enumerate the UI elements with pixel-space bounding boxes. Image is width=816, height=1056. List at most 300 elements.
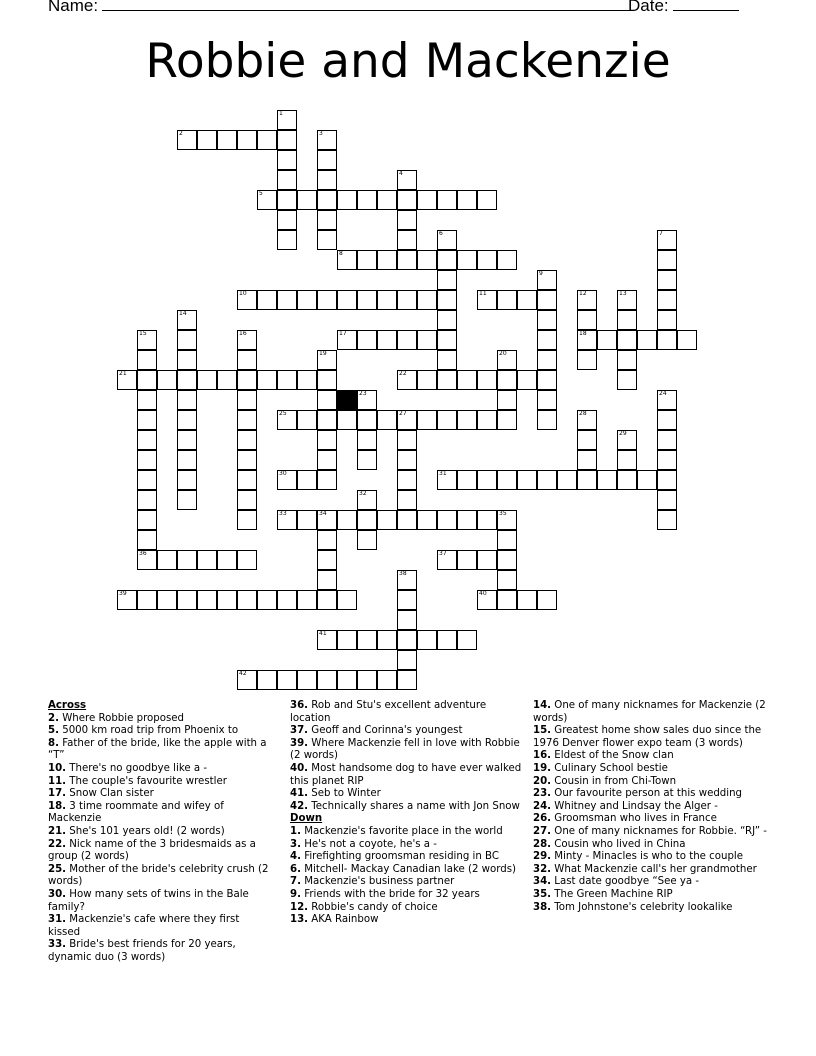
grid-cell[interactable] — [577, 450, 597, 470]
grid-cell[interactable] — [437, 230, 457, 250]
grid-cell[interactable] — [537, 390, 557, 410]
grid-cell[interactable] — [317, 530, 337, 550]
grid-cell[interactable] — [257, 130, 277, 150]
grid-cell[interactable] — [637, 470, 657, 490]
clue-text: Friends with the bride for 32 years — [300, 888, 480, 900]
grid-cell[interactable] — [597, 330, 617, 350]
grid-cell[interactable] — [137, 390, 157, 410]
grid-cell[interactable] — [217, 130, 237, 150]
grid-cell[interactable] — [337, 330, 357, 350]
grid-cell[interactable] — [277, 670, 297, 690]
grid-cell[interactable] — [577, 330, 597, 350]
grid-cell[interactable] — [437, 190, 457, 210]
grid-cell[interactable] — [397, 470, 417, 490]
grid-cell[interactable] — [377, 190, 397, 210]
grid-cell[interactable] — [497, 390, 517, 410]
grid-cell[interactable] — [277, 130, 297, 150]
grid-cell[interactable] — [417, 630, 437, 650]
grid-cell[interactable] — [157, 370, 177, 390]
grid-cell[interactable] — [237, 670, 257, 690]
grid-cell[interactable] — [177, 410, 197, 430]
grid-cell[interactable] — [357, 490, 377, 510]
grid-cell[interactable] — [437, 250, 457, 270]
grid-cell[interactable] — [457, 510, 477, 530]
clue-number: 13 — [619, 290, 627, 297]
grid-cell[interactable] — [197, 130, 217, 150]
grid-cell[interactable] — [517, 470, 537, 490]
grid-cell[interactable] — [537, 470, 557, 490]
grid-cell[interactable] — [477, 290, 497, 310]
grid-cell[interactable] — [657, 290, 677, 310]
clue-number-label: 34. — [533, 876, 552, 888]
grid-cell[interactable] — [157, 590, 177, 610]
grid-cell[interactable] — [477, 190, 497, 210]
grid-cell[interactable] — [617, 310, 637, 330]
grid-cell[interactable] — [237, 450, 257, 470]
grid-cell[interactable] — [357, 410, 377, 430]
grid-cell[interactable] — [137, 350, 157, 370]
grid-cell[interactable] — [537, 270, 557, 290]
grid-cell[interactable] — [117, 590, 137, 610]
clue-text: Where Robbie proposed — [58, 712, 185, 724]
grid-cell[interactable] — [537, 350, 557, 370]
grid-cell[interactable] — [497, 370, 517, 390]
grid-cell[interactable] — [337, 590, 357, 610]
grid-cell[interactable] — [177, 470, 197, 490]
grid-cell[interactable] — [177, 450, 197, 470]
grid-cell[interactable] — [177, 390, 197, 410]
grid-cell[interactable] — [437, 550, 457, 570]
grid-cell[interactable] — [317, 350, 337, 370]
grid-cell[interactable] — [317, 190, 337, 210]
clue-item — [290, 902, 522, 915]
grid-cell[interactable] — [137, 410, 157, 430]
grid-cell[interactable] — [437, 270, 457, 290]
grid-cell[interactable] — [277, 510, 297, 530]
grid-cell[interactable] — [377, 290, 397, 310]
grid-cell[interactable] — [277, 590, 297, 610]
grid-cell[interactable] — [317, 590, 337, 610]
grid-cell[interactable] — [357, 330, 377, 350]
clue-number: 30 — [279, 470, 287, 477]
clue-item — [290, 801, 522, 814]
grid-cell[interactable] — [337, 190, 357, 210]
grid-cell[interactable] — [417, 410, 437, 430]
grid-cell[interactable] — [537, 330, 557, 350]
grid-cell[interactable] — [497, 250, 517, 270]
grid-cell[interactable] — [317, 210, 337, 230]
clue-text: Geoff and Corinna's youngest — [308, 725, 463, 737]
grid-cell[interactable] — [337, 510, 357, 530]
grid-cell[interactable] — [477, 550, 497, 570]
clue-text: Mother of the bride's celebrity crush (2 words) — [48, 863, 269, 888]
grid-cell[interactable] — [217, 370, 237, 390]
grid-cell[interactable] — [357, 630, 377, 650]
grid-cell[interactable] — [297, 510, 317, 530]
clue-number: 40 — [479, 590, 487, 597]
grid-cell[interactable] — [677, 330, 697, 350]
grid-cell[interactable] — [177, 330, 197, 350]
grid-cell[interactable] — [377, 410, 397, 430]
grid-cell[interactable] — [257, 590, 277, 610]
grid-cell[interactable] — [297, 190, 317, 210]
grid-cell[interactable] — [337, 670, 357, 690]
grid-cell[interactable] — [237, 330, 257, 350]
grid-cell[interactable] — [397, 370, 417, 390]
grid-cell[interactable] — [177, 310, 197, 330]
clues-column-2 — [290, 700, 522, 927]
grid-cell[interactable] — [357, 430, 377, 450]
grid-cell[interactable] — [657, 270, 677, 290]
grid-cell[interactable] — [257, 370, 277, 390]
grid-cell[interactable] — [197, 590, 217, 610]
grid-cell[interactable] — [317, 630, 337, 650]
grid-cell[interactable] — [457, 250, 477, 270]
grid-cell[interactable] — [397, 450, 417, 470]
grid-cell[interactable] — [517, 590, 537, 610]
grid-cell[interactable] — [117, 370, 137, 390]
grid-cell[interactable] — [317, 230, 337, 250]
grid-cell[interactable] — [617, 470, 637, 490]
grid-cell[interactable] — [357, 670, 377, 690]
grid-cell[interactable] — [477, 470, 497, 490]
grid-cell[interactable] — [377, 630, 397, 650]
grid-cell[interactable] — [237, 490, 257, 510]
grid-cell[interactable] — [397, 290, 417, 310]
grid-cell[interactable] — [537, 370, 557, 390]
grid-cell[interactable] — [437, 470, 457, 490]
clue-item — [290, 839, 522, 852]
clue-number-label: 19. — [533, 762, 552, 774]
grid-cell[interactable] — [317, 290, 337, 310]
grid-cell[interactable] — [137, 550, 157, 570]
grid-cell[interactable] — [537, 410, 557, 430]
grid-cell[interactable] — [357, 530, 377, 550]
grid-cell[interactable] — [497, 530, 517, 550]
grid-cell[interactable] — [377, 330, 397, 350]
grid-cell[interactable] — [577, 470, 597, 490]
grid-cell[interactable] — [297, 670, 317, 690]
grid-cell[interactable] — [317, 150, 337, 170]
grid-cell[interactable] — [437, 310, 457, 330]
grid-cell[interactable] — [277, 230, 297, 250]
grid-cell[interactable] — [317, 410, 337, 430]
grid-cell[interactable] — [617, 330, 637, 350]
grid-cell[interactable] — [577, 430, 597, 450]
grid-cell[interactable] — [577, 290, 597, 310]
grid-cell[interactable] — [237, 510, 257, 530]
grid-cell[interactable] — [477, 410, 497, 430]
grid-cell[interactable] — [477, 590, 497, 610]
grid-cell[interactable] — [657, 410, 677, 430]
grid-cell[interactable] — [277, 410, 297, 430]
grid-cell[interactable] — [137, 450, 157, 470]
grid-cell[interactable] — [397, 630, 417, 650]
grid-cell[interactable] — [137, 590, 157, 610]
clue-item — [533, 700, 769, 725]
clue-number: 17 — [339, 330, 347, 337]
grid-cell[interactable] — [317, 450, 337, 470]
grid-cell[interactable] — [577, 350, 597, 370]
grid-cell[interactable] — [377, 670, 397, 690]
grid-cell[interactable] — [517, 370, 537, 390]
grid-cell[interactable] — [317, 430, 337, 450]
grid-cell[interactable] — [417, 330, 437, 350]
grid-cell[interactable] — [397, 670, 417, 690]
grid-cell[interactable] — [417, 290, 437, 310]
grid-cell[interactable] — [137, 370, 157, 390]
grid-cell[interactable] — [557, 470, 577, 490]
grid-cell[interactable] — [477, 370, 497, 390]
grid-cell[interactable] — [457, 630, 477, 650]
clue-text: There's no goodbye like a - — [66, 762, 208, 774]
grid-cell[interactable] — [257, 190, 277, 210]
grid-cell[interactable] — [357, 450, 377, 470]
grid-cell[interactable] — [457, 410, 477, 430]
grid-cell[interactable] — [277, 170, 297, 190]
clue-item — [290, 700, 522, 725]
grid-cell[interactable] — [137, 530, 157, 550]
grid-cell[interactable] — [317, 170, 337, 190]
clue-number-label: 26. — [533, 813, 552, 825]
grid-cell[interactable] — [377, 250, 397, 270]
grid-cell[interactable] — [437, 410, 457, 430]
grid-cell[interactable] — [297, 470, 317, 490]
grid-cell[interactable] — [237, 430, 257, 450]
grid-cell[interactable] — [237, 390, 257, 410]
grid-cell[interactable] — [357, 510, 377, 530]
grid-cell[interactable] — [177, 130, 197, 150]
grid-cell[interactable] — [497, 290, 517, 310]
grid-cell[interactable] — [297, 590, 317, 610]
grid-cell[interactable] — [177, 490, 197, 510]
clue-text: Where Mackenzie fell in love with Robbie (2 words) — [290, 737, 520, 762]
clue-text: Technically shares a name with Jon Snow — [308, 800, 520, 812]
grid-cell[interactable] — [437, 510, 457, 530]
grid-cell[interactable] — [497, 470, 517, 490]
grid-cell[interactable] — [457, 550, 477, 570]
grid-cell[interactable] — [177, 430, 197, 450]
grid-cell[interactable] — [497, 570, 517, 590]
clue-number-label: 35. — [533, 888, 552, 900]
grid-cell[interactable] — [237, 410, 257, 430]
grid-cell[interactable] — [437, 330, 457, 350]
grid-cell[interactable] — [137, 330, 157, 350]
grid-cell[interactable] — [237, 590, 257, 610]
grid-cell[interactable] — [397, 650, 417, 670]
clue-number: 29 — [619, 430, 627, 437]
grid-cell[interactable] — [277, 370, 297, 390]
grid-cell[interactable] — [377, 510, 397, 530]
grid-cell[interactable] — [277, 290, 297, 310]
grid-cell[interactable] — [317, 550, 337, 570]
clue-number: 25 — [279, 410, 287, 417]
clue-section-heading: Down — [290, 813, 323, 825]
grid-cell[interactable] — [617, 450, 637, 470]
grid-cell[interactable] — [357, 390, 377, 410]
grid-cell[interactable] — [177, 550, 197, 570]
grid-cell[interactable] — [237, 130, 257, 150]
grid-cell[interactable] — [197, 370, 217, 390]
grid-cell[interactable] — [397, 590, 417, 610]
grid-cell[interactable] — [657, 450, 677, 470]
clue-number: 4 — [399, 170, 403, 177]
grid-cell[interactable] — [137, 510, 157, 530]
clue-item — [290, 788, 522, 801]
grid-cell[interactable] — [657, 470, 677, 490]
grid-cell[interactable] — [397, 410, 417, 430]
grid-cell[interactable] — [137, 470, 157, 490]
grid-cell[interactable] — [357, 290, 377, 310]
grid-cell[interactable] — [337, 630, 357, 650]
grid-cell[interactable] — [637, 330, 657, 350]
clue-number: 8 — [339, 250, 343, 257]
grid-cell[interactable] — [217, 590, 237, 610]
clue-number-label: 22. — [48, 838, 67, 850]
grid-cell[interactable] — [417, 190, 437, 210]
grid-cell[interactable] — [177, 350, 197, 370]
clue-text: How many sets of twins in the Bale family? — [48, 888, 249, 913]
grid-cell[interactable] — [297, 370, 317, 390]
grid-cell[interactable] — [157, 550, 177, 570]
clue-number-label: 17. — [48, 788, 67, 800]
grid-cell[interactable] — [657, 390, 677, 410]
grid-cell[interactable] — [277, 110, 297, 130]
grid-cell[interactable] — [237, 470, 257, 490]
grid-cell[interactable] — [357, 250, 377, 270]
grid-cell[interactable] — [277, 470, 297, 490]
grid-cell[interactable] — [137, 490, 157, 510]
clue-text: Minty - Minacles is who to the couple — [551, 851, 744, 863]
grid-cell[interactable] — [477, 250, 497, 270]
grid-cell[interactable] — [137, 430, 157, 450]
grid-cell[interactable] — [437, 630, 457, 650]
clue-text: Mackenzie's cafe where they first kissed — [48, 914, 240, 938]
grid-cell[interactable] — [317, 670, 337, 690]
grid-cell[interactable] — [417, 250, 437, 270]
grid-cell[interactable] — [457, 470, 477, 490]
grid-cell[interactable] — [497, 350, 517, 370]
clue-number: 12 — [579, 290, 587, 297]
grid-cell[interactable] — [397, 170, 417, 190]
clue-text: Our favourite person at this wedding — [551, 788, 743, 800]
grid-cell[interactable] — [337, 290, 357, 310]
clue-text: Snow Clan sister — [66, 788, 154, 800]
grid-cell[interactable] — [217, 550, 237, 570]
grid-cell[interactable] — [437, 350, 457, 370]
grid-cell[interactable] — [397, 510, 417, 530]
grid-cell[interactable] — [317, 370, 337, 390]
grid-cell[interactable] — [657, 230, 677, 250]
grid-cell[interactable] — [497, 590, 517, 610]
grid-cell[interactable] — [617, 290, 637, 310]
clue-item — [533, 851, 769, 864]
grid-cell[interactable] — [657, 310, 677, 330]
grid-cell[interactable] — [337, 250, 357, 270]
clue-number: 2 — [179, 130, 183, 137]
grid-cell[interactable] — [317, 570, 337, 590]
grid-cell[interactable] — [397, 430, 417, 450]
clue-item — [533, 801, 769, 814]
grid-cell[interactable] — [657, 330, 677, 350]
grid-cell[interactable] — [317, 390, 337, 410]
grid-cell[interactable] — [317, 130, 337, 150]
grid-cell[interactable] — [237, 370, 257, 390]
grid-cell[interactable] — [237, 290, 257, 310]
clue-item — [533, 839, 769, 852]
grid-cell[interactable] — [617, 350, 637, 370]
grid-cell[interactable] — [657, 250, 677, 270]
grid-cell[interactable] — [657, 510, 677, 530]
clue-text: Mackenzie's business partner — [300, 876, 455, 888]
grid-cell[interactable] — [257, 290, 277, 310]
grid-cell[interactable] — [597, 470, 617, 490]
grid-cell[interactable] — [537, 310, 557, 330]
grid-cell[interactable] — [397, 250, 417, 270]
grid-cell[interactable] — [297, 290, 317, 310]
grid-cell[interactable] — [397, 610, 417, 630]
grid-cell[interactable] — [277, 210, 297, 230]
grid-cell[interactable] — [457, 190, 477, 210]
grid-cell[interactable] — [497, 550, 517, 570]
grid-cell[interactable] — [457, 370, 477, 390]
grid-cell[interactable] — [657, 490, 677, 510]
grid-cell[interactable] — [337, 410, 357, 430]
grid-cell[interactable] — [657, 430, 677, 450]
clue-item — [290, 851, 522, 864]
grid-cell[interactable] — [417, 510, 437, 530]
grid-cell[interactable] — [357, 190, 377, 210]
grid-cell[interactable] — [237, 350, 257, 370]
grid-cell[interactable] — [397, 230, 417, 250]
grid-cell[interactable] — [297, 410, 317, 430]
grid-cell[interactable] — [497, 510, 517, 530]
grid-cell[interactable] — [197, 550, 217, 570]
grid-cell[interactable] — [397, 190, 417, 210]
grid-cell[interactable] — [257, 670, 277, 690]
grid-cell[interactable] — [277, 150, 297, 170]
grid-cell[interactable] — [617, 430, 637, 450]
grid-cell[interactable] — [177, 590, 197, 610]
grid-cell[interactable] — [477, 510, 497, 530]
grid-cell[interactable] — [397, 570, 417, 590]
clue-number-label: 14. — [533, 700, 552, 711]
clue-text: Greatest home show sales duo since the 1976 Denver flower expo team (3 words) — [533, 725, 762, 749]
grid-cell[interactable] — [177, 370, 197, 390]
grid-cell[interactable] — [617, 370, 637, 390]
grid-cell[interactable] — [577, 310, 597, 330]
grid-cell[interactable] — [397, 490, 417, 510]
grid-cell[interactable] — [317, 510, 337, 530]
grid-cell[interactable] — [277, 190, 297, 210]
grid-cell[interactable] — [537, 590, 557, 610]
grid-cell[interactable] — [537, 290, 557, 310]
grid-cell[interactable] — [497, 410, 517, 430]
grid-cell[interactable] — [437, 370, 457, 390]
grid-cell[interactable] — [237, 550, 257, 570]
grid-cell[interactable] — [517, 290, 537, 310]
clue-item — [48, 801, 274, 826]
grid-cell[interactable] — [317, 470, 337, 490]
grid-cell[interactable] — [397, 330, 417, 350]
grid-cell[interactable] — [437, 290, 457, 310]
grid-cell[interactable] — [577, 410, 597, 430]
clue-number-label: 9. — [290, 888, 301, 900]
grid-cell[interactable] — [397, 210, 417, 230]
clue-number-label: 7. — [290, 876, 301, 888]
grid-cell[interactable] — [417, 370, 437, 390]
clue-number: 15 — [139, 330, 147, 337]
